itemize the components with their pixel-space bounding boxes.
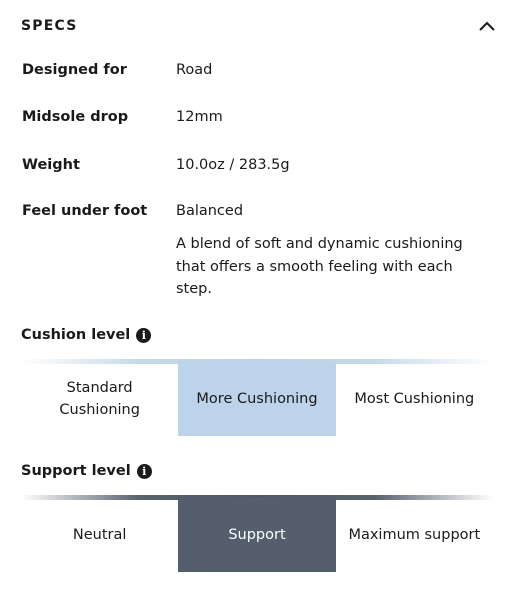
- spec-label: Feel under foot: [22, 203, 148, 219]
- cushion-level-title: [21, 327, 151, 343]
- spec-row-weight: [22, 157, 492, 173]
- chevron-up-icon[interactable]: [475, 14, 499, 38]
- cushion-level-label: Cushion level: [21, 327, 131, 343]
- info-icon[interactable]: i: [136, 328, 151, 343]
- support-option-maximum[interactable]: Maximum support: [348, 526, 481, 543]
- support-level-options: [21, 497, 493, 572]
- spec-label: Midsole drop: [22, 109, 129, 125]
- spec-label: Weight: [22, 157, 80, 173]
- spec-row-feel-under-foot: [22, 203, 492, 219]
- cushion-option-more[interactable]: More Cushioning: [178, 361, 335, 436]
- spec-value: Balanced: [176, 203, 244, 219]
- cushion-level-options: [21, 361, 493, 436]
- cushion-option-standard[interactable]: Standard Cushioning: [59, 379, 140, 418]
- support-level-label: Support level: [21, 463, 131, 479]
- spec-row-midsole-drop: [22, 109, 492, 125]
- spec-label: Designed for: [22, 62, 127, 78]
- feel-description: A blend of soft and dynamic cushioning that offers a smooth feeling with each step.: [176, 236, 463, 297]
- spec-value: Road: [176, 62, 213, 78]
- support-option-support[interactable]: Support: [178, 497, 335, 572]
- support-level-title: [21, 463, 152, 479]
- cushion-option-most[interactable]: Most Cushioning: [354, 390, 475, 407]
- info-icon[interactable]: i: [137, 464, 152, 479]
- specs-title: SPECS: [21, 18, 78, 34]
- spec-row-designed-for: [22, 62, 492, 78]
- spec-value: 10.0oz / 283.5g: [176, 157, 290, 173]
- specs-accordion-header[interactable]: [21, 14, 499, 38]
- support-option-neutral[interactable]: Neutral: [72, 526, 127, 543]
- spec-value: 12mm: [176, 109, 223, 125]
